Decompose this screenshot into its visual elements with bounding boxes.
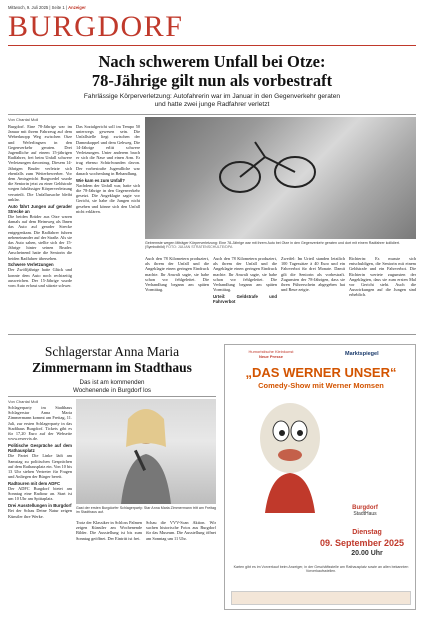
lead-column-5: Zweifel: Im Urteil standen letztlich 100 Tagessätze à 40 Euro und ein Fahrverbot für drei Monate. Damit gilt die Seniorin als vorbestraft. Zugunsten der 78-Jährigen, dass sie ihren Führerschein abgegeben hat und Reue zeigte. [281, 256, 345, 293]
paper-name: Anzeiger [68, 5, 86, 10]
section-title: BURGDORF [8, 10, 184, 43]
event-day: Dienstag [352, 529, 382, 536]
divider [8, 396, 216, 397]
ticket-logo: Marktspiegel [345, 351, 379, 357]
show-subtitle: Comedy-Show mit Werner Momsen [258, 381, 384, 390]
second-column-3: Schau die VVV-Scan Aktion. Wir suchen historische Fotos aus Burgdorf für das Museum. Die Ausstellung öffnet am Sonntag um 11 Uhr. [146, 520, 216, 541]
event-time: 20.00 Uhr [351, 550, 383, 557]
sponsor-strip [231, 591, 411, 605]
second-subhead: Das ist am kommenden Wochenende in Burgdorf los [73, 379, 151, 394]
lead-headline: Nach schwerem Unfall bei Otze: 78-Jährige gilt nun als vorbestraft [91, 52, 333, 90]
masthead-rule [8, 45, 416, 46]
show-title: „DAS WERNER UNSER“ [245, 365, 397, 380]
lead-column-3: Auch den 78 Kilometern produziert, als ihrem der Unfall und die Angeklagte einen geringen Eindruck machte. Ihr Anwalt sagte, sie habe schon vor fehlgeleitet. Die Verhandlung begann am späten Vormittag. [145, 256, 209, 293]
singer-figure-graphic [76, 399, 216, 504]
second-photo-caption: Gast der ersten Burgdorfer Schlagerparty: Star Anna Maria Zimmermann tritt am Freitag im Stadthaus auf. [76, 506, 217, 515]
singer-photo [76, 399, 216, 504]
divider [8, 114, 416, 115]
lead-byline: Von Chantal Moll [8, 117, 39, 122]
second-column-1: Schlagerparty im Stadthaus Schlagerstar Anna Maria Zimmermann kommt am Freitag, 11. Juli, zur ersten Schlagerparty in das Stadthaus Burgdorf. Tickets gibt es für 17,20 Euro auf der Webseite www.reservix.de. Politische Gespräche auf dem Rathausplatz Die Partei Die Linke lädt am Samstag zu politischen Gesprächen auf dem Rathausplatz ein. Von 10 bis 13 Uhr stehen Vertreter für Fragen und Anliegen der Bürger bereit. Radtouren mit dem ADFC Der ADFC Burgdorf bietet am Sonntag eine Radtour an. Start ist um 10 Uhr am Spittaplatz. Drei Ausstellungen in Burgdorf Bei der Schau Deine Natur zeigen Künstler ihre Werke. [8, 405, 72, 519]
second-headline: Schlagerstar Anna Maria Zimmermann im Stadthaus [32, 344, 192, 375]
puppet-illustration [245, 393, 335, 513]
second-byline: Von Chantal Moll [8, 399, 39, 404]
lead-column-2: Das Sozialgericht soll im Tempo 50 unterwegs gewesen sein. Die Unfallstelle liegt zwischen der Dammkoppel und dem Gehweg. Die 14-Jährige erlitt schwere Verletzungen. Unter anderem brach er sich die Nase und einen Arm. Er trug ebenso Schürfwunden davon. Der vorbestrafte Jugendliche war danach wochenlang in Behandlung. Wie kam es zum Unfall? Nachdem der Unfall war, hatte sich die 78-Jährige in den Gegenverkehr gesetzt. Die Angeklagte sagte vor Gericht, sie habe die Jungen nicht gesehen und könne sich den Unfall nicht erklären. [76, 124, 140, 214]
second-column-2: Trotz der Klassiker in Schloss Palmen zeigen Künstler am Wochenende Bilder. Die Ausstellung ist bis zum Sonntag geöffnet. Der Eintritt ist frei. [76, 520, 142, 541]
comedy-show-ad[interactable] [224, 344, 416, 610]
lead-column-1: Burgdorf. Eine 78-Jährige war im Januar mit ihrem Fahrzeug auf dem Weberknopp Weg zwischen Otze und Weferlingsen in den Gegenverkehr geraten. Drei Jugendliche auf einem 15-jährigen Radfahrer, frei beim Unfall schwere Verletzungen davontrug. Diesem 14-Jährigen Bruder verletzte sich ebenfalls zum Weiterbewerber. Vor dem Amtsgericht Burgwedel wurde die Seniorin jetzt zu einer Geldstrafe wegen fahrlässiger Körperverletzung verurteilt. Die Unfallursache bleibt unklar. Auto fährt Jungen auf gerader Strecke an Die beiden Brüder aus Otze waren damals auf dem Heimweg als Ihnen das Auto auf gerader Strecke entgegenkam. Die Radfahrer fuhren nebeneinander auf der Straße. Als sie das Auto sahen, stellte sich der 15-Jährige hinter seinen Bruder. Anscheinend hatte die Seniorin die beiden Radfahrer übersehen. Schwere Verletzungen Der Zwölfjährige hatte Glück und konnte dem Auto noch rechtzeitig ausweichen. Der 15-Jährige wurde vom Auto erfasst und stürzte schwer. [8, 124, 72, 289]
date-line: Mittwoch, 9. Juli 2025 | Seite 1 | Anzeiger [8, 5, 86, 10]
lead-column-6: Richterin: Es musste sich entschuldigen, die Seniorin mit einem Geldstrafe und ein Fahrverbot. Die Richterin wertete zugunsten der Angeklagten, dass sie zum ersten Mal vor Gericht steht. Auch die Auswirkungen auf die Jungen sind erheblich. [349, 256, 416, 298]
ad-footer: Karten gibt es im Vorverkauf beim Anzeiger, in der Geschäftsstelle am Rathausplatz sowie an allen bekannten Vorverkaufsstellen. [233, 565, 409, 574]
divider [8, 334, 416, 335]
event-date: 09. September 2025 [319, 538, 405, 548]
venue-logo: Burgdorf StadtHaus [352, 505, 378, 517]
lead-subhead: Fahrlässige Körperverletzung: Autofahrerin war im Januar in den Gegenverkehr geraten und hatte zwei junge Radfahrer verletzt [83, 93, 341, 108]
bicycle-shadow-graphic [145, 117, 416, 239]
accident-photo [145, 117, 416, 239]
lead-photo-caption: Gebremste wegen Miträger Körperverletzung: Eine 78-Jährige war mit ihrem Auto bei Otze in den Gegenverkehr geraten und dort mit einem Radfahrer kollidiert. (Symbolbild) FOTO: JULIAN STRATENSCHULTE/DPA [145, 241, 400, 250]
ad-organizer: Humoristische Kleinkunst Neue Presse [248, 349, 294, 359]
lead-column-4: Auch den 78 Kilometern produziert, als ihrem der Unfall und die Angeklagte einen geringen Eindruck machte. Ihr Anwalt sagte, sie habe schon vor fehlgeleitet. Die Verhandlung begann am späten Vormittag. Urteil: Geldstrafe und Fahrverbot [213, 256, 277, 305]
